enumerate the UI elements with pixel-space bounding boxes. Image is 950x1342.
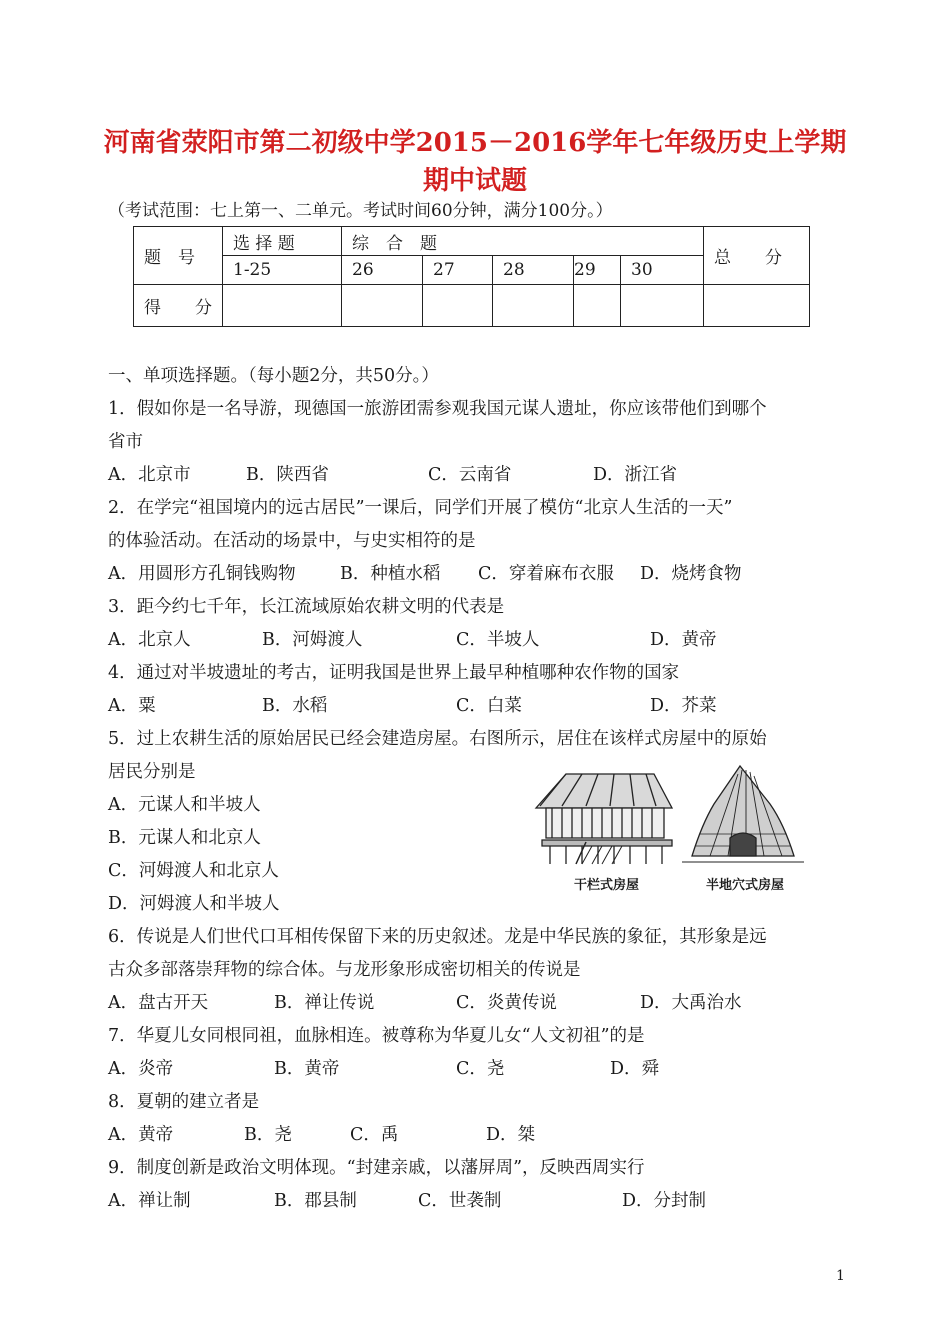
- score-table-col: 26: [342, 256, 423, 285]
- score-table-col: 1-25: [223, 256, 342, 285]
- houses-figure: [532, 764, 822, 894]
- option-b: B．禅让传说: [274, 993, 375, 1013]
- option-a: A．北京市: [108, 465, 191, 485]
- score-table-header-tihao: 题 号: [134, 227, 223, 285]
- score-table-header-xuanze: 选 择 题: [223, 227, 342, 256]
- question-8: 8．夏朝的建立者是: [108, 1092, 260, 1112]
- option-c: C．禹: [350, 1125, 399, 1145]
- score-cell[interactable]: [621, 285, 704, 327]
- score-cell[interactable]: [223, 285, 342, 327]
- question-7: 7．华夏儿女同根同祖，血脉相连。被尊称为华夏儿女“人文初祖”的是: [108, 1026, 645, 1046]
- option-c: C．尧: [456, 1059, 505, 1079]
- score-table-col: 29: [574, 256, 621, 285]
- question-4: 4．通过对半坡遗址的考古，证明我国是世界上最早种植哪种农作物的国家: [108, 663, 680, 683]
- option-c: C．穿着麻布衣服: [478, 564, 614, 584]
- option-b: B．水稻: [262, 696, 328, 716]
- score-table-col: 28: [493, 256, 574, 285]
- question-6-line1: 6．传说是人们世代口耳相传保留下来的历史叙述。龙是中华民族的象征，其形象是远: [108, 927, 767, 947]
- question-3: 3．距今约七千年，长江流域原始农耕文明的代表是: [108, 597, 505, 617]
- stilt-house-drawing: [536, 774, 672, 864]
- option-a: A．用圆形方孔铜钱购物: [108, 564, 296, 584]
- option-b: B．元谋人和北京人: [108, 828, 261, 848]
- option-c: C．炎黄传说: [456, 993, 557, 1013]
- option-a: A．炎帝: [108, 1059, 174, 1079]
- option-d: D．大禹治水: [640, 993, 742, 1013]
- option-d: D．芥菜: [650, 696, 717, 716]
- option-b: B．陕西省: [246, 465, 329, 485]
- score-table-defen: 得 分: [134, 285, 223, 327]
- score-table-header-zonghe: 综 合 题: [342, 227, 704, 256]
- option-a: A．禅让制: [108, 1191, 191, 1211]
- section-heading: 一、单项选择题。（每小题2分，共50分。）: [108, 366, 439, 386]
- pit-house-drawing: [682, 766, 804, 862]
- score-cell[interactable]: [493, 285, 574, 327]
- option-c: C．世袭制: [418, 1191, 502, 1211]
- option-d: D．黄帝: [650, 630, 717, 650]
- score-table-col: 27: [423, 256, 493, 285]
- option-d: D．河姆渡人和半坡人: [108, 894, 280, 914]
- score-cell[interactable]: [704, 285, 810, 327]
- option-c: C．河姆渡人和北京人: [108, 861, 279, 881]
- option-a: A．盘古开天: [108, 993, 209, 1013]
- question-1-line1: 1．假如你是一名导游，现德国一旅游团需参观我国元谋人遗址，你应该带他们到哪个: [108, 399, 767, 419]
- caption-pit-house: 半地穴式房屋: [706, 878, 785, 893]
- exam-title-line1: 河南省荥阳市第二初级中学2015－2016学年七年级历史上学期: [103, 128, 847, 158]
- score-cell[interactable]: [423, 285, 493, 327]
- question-1-line2: 省市: [108, 432, 143, 452]
- exam-title-line2: 期中试题: [422, 166, 527, 196]
- question-2-line2: 的体验活动。在活动的场景中，与史实相符的是: [108, 531, 476, 551]
- score-table: [133, 226, 810, 327]
- option-b: B．黄帝: [274, 1059, 340, 1079]
- option-d: D．桀: [486, 1125, 536, 1145]
- score-cell[interactable]: [342, 285, 423, 327]
- option-c: C．云南省: [428, 465, 512, 485]
- option-d: D．舜: [610, 1059, 660, 1079]
- option-b: B．河姆渡人: [262, 630, 363, 650]
- option-b: B．尧: [244, 1125, 292, 1145]
- caption-stilt-house: 干栏式房屋: [574, 878, 640, 893]
- question-2-line1: 2．在学完“祖国境内的远古居民”一课后，同学们开展了模仿“北京人生活的一天”: [108, 498, 733, 518]
- option-c: C．半坡人: [456, 630, 540, 650]
- question-5-line2: 居民分别是: [108, 762, 196, 782]
- question-9: 9．制度创新是政治文明体现。“封建亲戚，以藩屏周”，反映西周实行: [108, 1158, 645, 1178]
- option-d: D．烧烤食物: [640, 564, 742, 584]
- score-cell[interactable]: [574, 285, 621, 327]
- score-table-col: 30: [621, 256, 704, 285]
- score-table-header-zongfen: 总 分: [704, 227, 810, 285]
- option-d: D．浙江省: [593, 465, 678, 485]
- option-a: A．黄帝: [108, 1125, 174, 1145]
- option-a: A．元谋人和半坡人: [108, 795, 261, 815]
- exam-note: （考试范围：七上第一、二单元。考试时间60分钟，满分100分。）: [108, 201, 613, 221]
- option-d: D．分封制: [622, 1191, 707, 1211]
- question-6-line2: 古众多部落崇拜物的综合体。与龙形象形成密切相关的传说是: [108, 960, 581, 980]
- option-b: B．种植水稻: [340, 564, 441, 584]
- question-5-line1: 5．过上农耕生活的原始居民已经会建造房屋。右图所示，居住在该样式房屋中的原始: [108, 729, 767, 749]
- option-a: A．粟: [108, 696, 156, 716]
- option-b: B．郡县制: [274, 1191, 357, 1211]
- page-number: 1: [836, 1268, 845, 1284]
- option-a: A．北京人: [108, 630, 191, 650]
- option-c: C．白菜: [456, 696, 522, 716]
